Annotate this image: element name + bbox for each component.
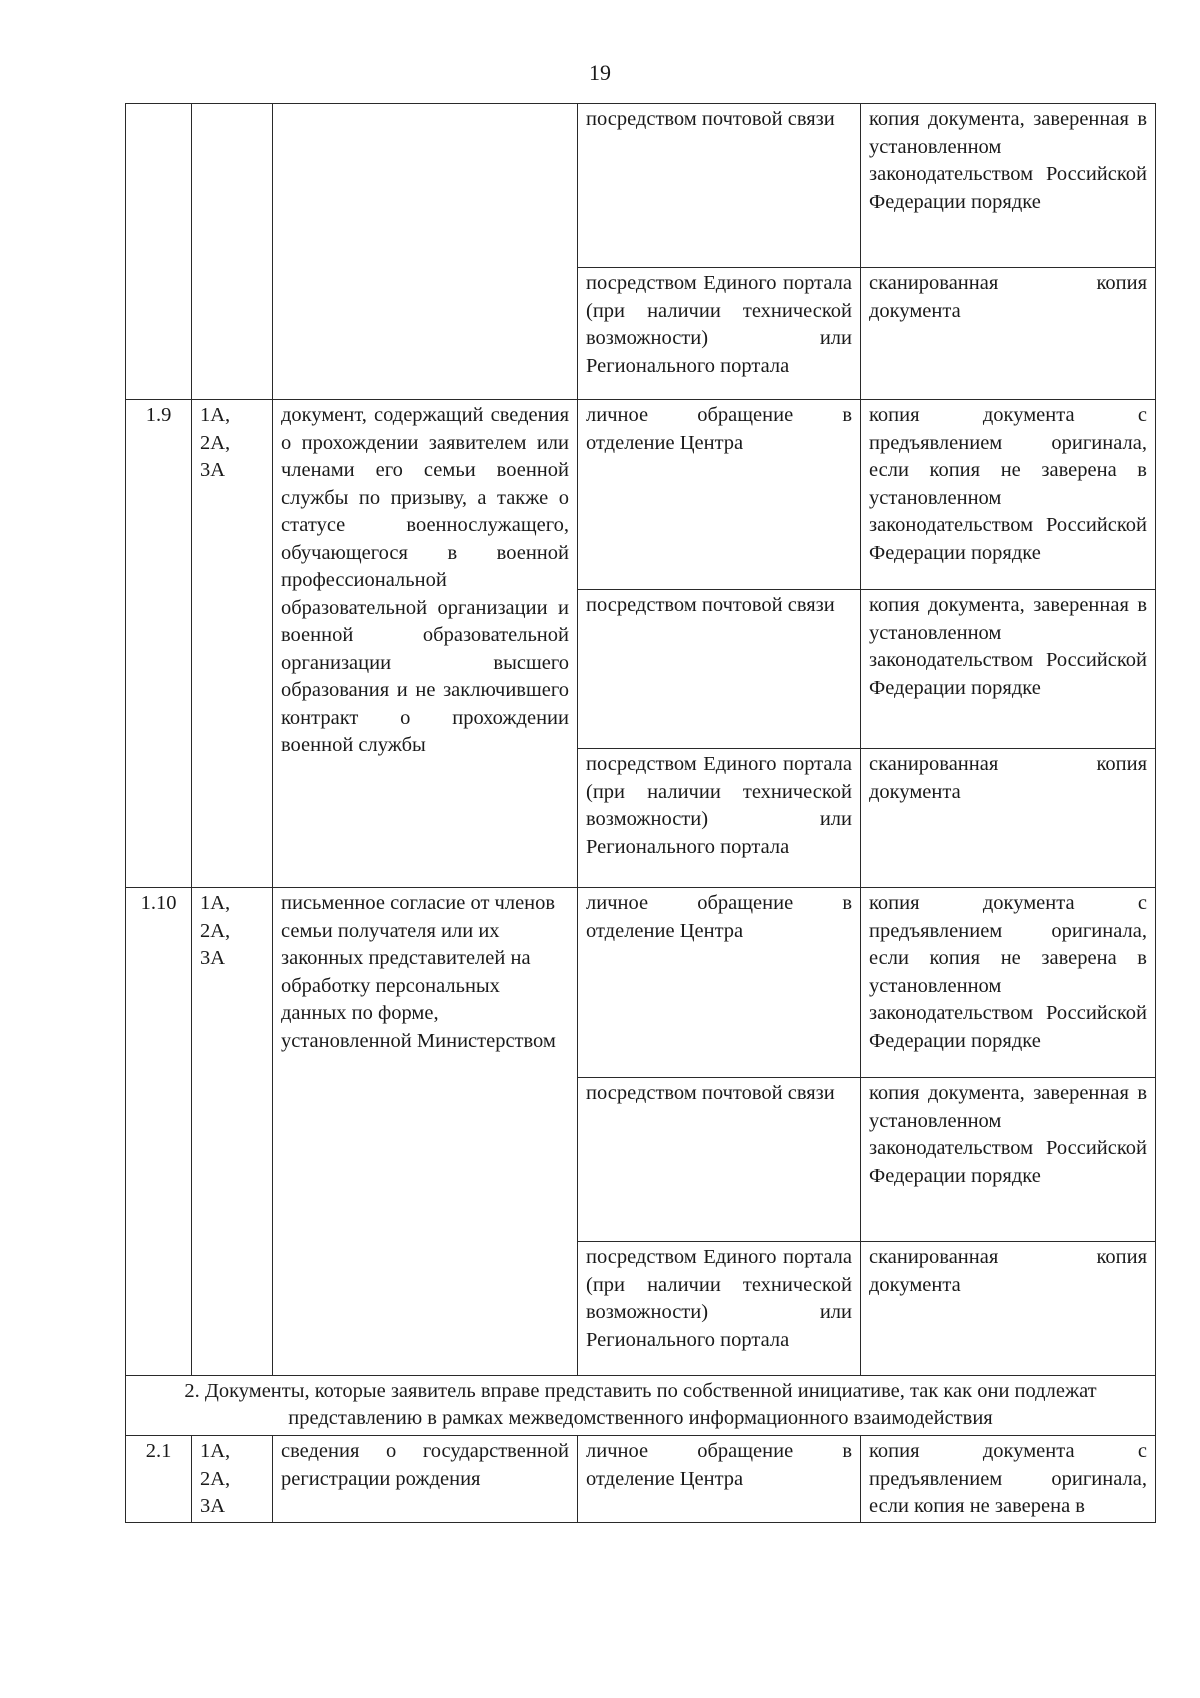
category-label: 1А, <box>200 1440 231 1462</box>
copy-requirement-cell: сканированная копия документа <box>861 268 1156 400</box>
category-cell <box>192 400 273 888</box>
category-cell <box>192 1436 273 1523</box>
document-cell: письменное согласие от членов семьи получателя или их законных представителей на обработку персональных данных по форме, установленной Министерством <box>273 888 578 1376</box>
copy-requirement-cell: копия документа, заверенная в установленном законодательством Российской Федерации порядке <box>861 1078 1156 1242</box>
submission-method-cell: личное обращение в отделение Центра <box>578 1436 861 1523</box>
copy-requirement-cell: копия документа с предъявлением оригинала, если копия не заверена в установленном законодательством Российской Федерации порядке <box>861 400 1156 590</box>
section-header: 2. Документы, которые заявитель вправе представить по собственной инициативе, так как они подлежат представлению в рамках межведомственного информационного взаимодействия <box>126 1376 1156 1436</box>
category-label: 3А <box>200 1495 226 1517</box>
category-label: 2А, <box>200 919 231 942</box>
table-row <box>126 888 1156 1078</box>
category-cell <box>192 104 273 400</box>
submission-method-cell: посредством Единого портала (при наличии технической возможности) или Регионального портала <box>578 749 861 888</box>
category-label: 1А, <box>200 892 231 914</box>
category-label: 3А <box>200 947 226 969</box>
copy-requirement-cell: сканированная копия документа <box>861 749 1156 888</box>
page-number: 19 <box>589 60 611 85</box>
table-row <box>126 1436 1156 1523</box>
category-label: 2А, <box>200 1467 231 1490</box>
submission-method-cell: посредством Единого портала (при наличии технической возможности) или Регионального портала <box>578 1242 861 1376</box>
submission-method-cell: личное обращение в отделение Центра <box>578 888 861 1078</box>
copy-requirement-cell: копия документа, заверенная в установленном законодательством Российской Федерации порядке <box>861 104 1156 268</box>
row-number-cell: 2.1 <box>126 1436 192 1523</box>
documents-table <box>125 103 1156 1523</box>
row-number-cell: 1.9 <box>126 400 192 888</box>
submission-method-cell: посредством Единого портала (при наличии технической возможности) или Регионального портала <box>578 268 861 400</box>
table-row <box>126 400 1156 590</box>
document-cell <box>273 104 578 400</box>
copy-requirement-cell: копия документа с предъявлением оригинала, если копия не заверена в установленном законодательством Российской Федерации порядке <box>861 888 1156 1078</box>
submission-method-cell: личное обращение в отделение Центра <box>578 400 861 590</box>
table-row <box>126 104 1156 268</box>
copy-requirement-cell: копия документа с предъявлением оригинала, если копия не заверена в <box>861 1436 1156 1523</box>
row-number-cell <box>126 104 192 400</box>
row-number-cell: 1.10 <box>126 888 192 1376</box>
category-label: 3А <box>200 459 226 481</box>
category-label: 1А, <box>200 404 231 426</box>
submission-method-cell: посредством почтовой связи <box>578 1078 861 1242</box>
submission-method-cell: посредством почтовой связи <box>578 104 861 268</box>
table-row <box>126 1376 1156 1436</box>
category-label: 2А, <box>200 431 231 454</box>
category-cell <box>192 888 273 1376</box>
submission-method-cell: посредством почтовой связи <box>578 590 861 749</box>
copy-requirement-cell: сканированная копия документа <box>861 1242 1156 1376</box>
document-cell: документ, содержащий сведения о прохождении заявителем или членами его семьи военной службы по призыву, а также о статусе военнослужащего, обучающегося в военной профессиональной образовательной организации и военной образовательной организации высшего образования и не заключившего контракт о прохождении военной службы <box>273 400 578 888</box>
document-cell: сведения о государственной регистрации рождения <box>273 1436 578 1523</box>
copy-requirement-cell: копия документа, заверенная в установленном законодательством Российской Федерации порядке <box>861 590 1156 749</box>
